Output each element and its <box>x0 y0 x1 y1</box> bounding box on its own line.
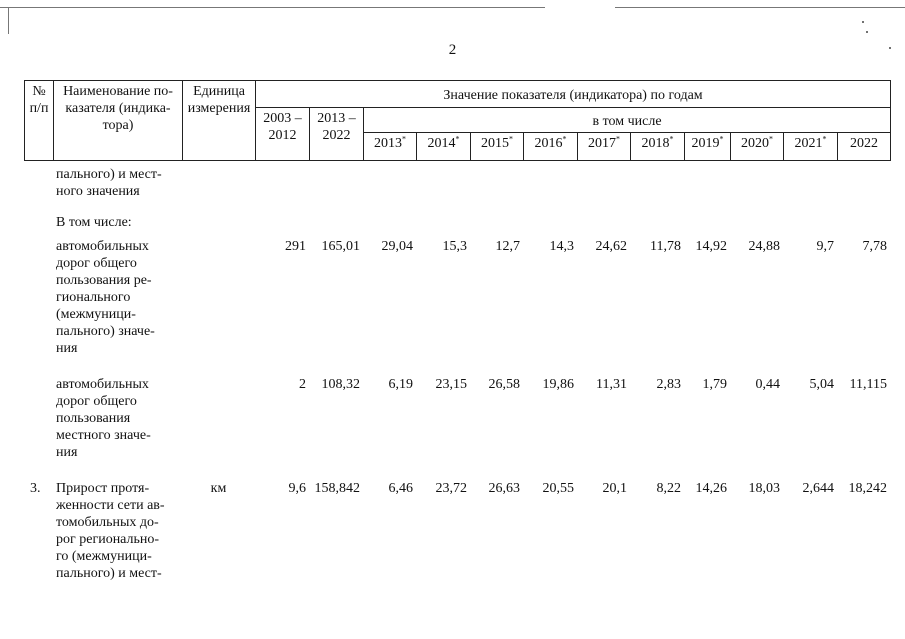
cell-value <box>255 166 309 206</box>
cell-value: 6,46 <box>388 481 413 496</box>
header-including: в том числе <box>364 108 891 133</box>
row-unit: км <box>210 481 227 496</box>
row-unit <box>182 238 255 376</box>
header-year: 2017* <box>578 133 631 161</box>
cell-value <box>630 166 684 206</box>
table-row <box>24 206 890 238</box>
indicator-table-header <box>24 80 891 161</box>
cell-value: 18,03 <box>748 481 780 496</box>
cell-value <box>837 206 890 238</box>
header-year: 2020* <box>731 133 784 161</box>
header-year: 2013* <box>364 133 417 161</box>
cell-value: 15,3 <box>442 239 467 254</box>
row-unit <box>182 166 255 206</box>
cell-value <box>416 166 470 206</box>
cell-value: 6,19 <box>388 377 413 392</box>
cell-value <box>255 206 309 238</box>
cell-value <box>577 166 630 206</box>
row-num <box>24 166 53 206</box>
header-period-2003-2012: 2003 – 2012 <box>256 108 310 161</box>
cell-value <box>837 166 890 206</box>
header-year: 2015* <box>471 133 524 161</box>
cell-value: 23,72 <box>435 481 467 496</box>
cell-value <box>523 166 577 206</box>
cell-value: 24,62 <box>595 239 627 254</box>
cell-value <box>684 166 730 206</box>
cell-value: 26,63 <box>488 481 520 496</box>
cell-value <box>363 206 416 238</box>
cell-value: 14,26 <box>695 481 727 496</box>
cell-value <box>684 206 730 238</box>
table-row <box>24 238 890 376</box>
row-num: 3. <box>30 481 41 496</box>
cell-value: 18,242 <box>848 481 887 496</box>
cell-value <box>309 166 363 206</box>
cell-value: 108,32 <box>321 377 360 392</box>
cell-value: 29,04 <box>381 239 413 254</box>
cell-value: 23,15 <box>435 377 467 392</box>
cell-value <box>577 206 630 238</box>
table-row <box>24 166 890 206</box>
cell-value: 11,31 <box>596 377 627 392</box>
cell-value: 5,04 <box>809 377 834 392</box>
row-name: пального) и мест- ного значения <box>56 167 162 199</box>
cell-value: 12,7 <box>495 239 520 254</box>
row-num <box>24 376 53 480</box>
cell-value: 11,115 <box>849 377 887 392</box>
row-unit <box>182 376 255 480</box>
cell-value <box>470 166 523 206</box>
cell-value: 9,7 <box>816 239 834 254</box>
row-name: автомобильных дорог общего пользования ре- гионального (межмуници- пального) значе- ния <box>56 239 155 356</box>
cell-value <box>783 206 837 238</box>
cell-value: 165,01 <box>321 239 360 254</box>
indicator-table-body <box>24 166 890 590</box>
cell-value: 2,83 <box>656 377 681 392</box>
row-name: автомобильных дорог общего пользования местного значе- ния <box>56 377 151 460</box>
header-period-2013-2022: 2013 – 2022 <box>310 108 364 161</box>
table-row <box>24 376 890 480</box>
cell-value <box>630 206 684 238</box>
cell-value <box>309 206 363 238</box>
scan-speck <box>866 31 868 33</box>
cell-value: 2 <box>299 377 306 392</box>
cell-value <box>363 166 416 206</box>
cell-value <box>416 206 470 238</box>
page-number: 2 <box>448 42 457 58</box>
cell-value <box>470 206 523 238</box>
cell-value <box>523 206 577 238</box>
row-name: В том числе: <box>56 215 132 230</box>
header-unit: Единица измерения <box>183 81 256 161</box>
row-name: Прирост протя- женности сети ав- томобильных до- рог регионально- го (межмуници- пального) и мест- <box>56 481 165 581</box>
cell-value: 291 <box>285 239 306 254</box>
cell-value: 11,78 <box>650 239 681 254</box>
cell-value <box>783 166 837 206</box>
scan-edge-left <box>8 7 9 34</box>
cell-value: 2,644 <box>802 481 834 496</box>
header-year: 2022 <box>838 133 891 161</box>
cell-value <box>730 206 783 238</box>
row-num <box>24 238 53 376</box>
row-unit <box>182 206 255 238</box>
header-year: 2014* <box>417 133 471 161</box>
header-year: 2021* <box>784 133 838 161</box>
header-values-group: Значение показателя (индикатора) по годам <box>256 81 891 108</box>
cell-value: 20,1 <box>602 481 627 496</box>
cell-value: 7,78 <box>862 239 887 254</box>
cell-value: 14,92 <box>695 239 727 254</box>
scan-speck <box>862 21 864 23</box>
header-year: 2019* <box>685 133 731 161</box>
cell-value: 158,842 <box>314 481 360 496</box>
cell-value: 26,58 <box>488 377 520 392</box>
cell-value: 9,6 <box>288 481 306 496</box>
cell-value: 1,79 <box>702 377 727 392</box>
cell-value <box>730 166 783 206</box>
cell-value: 8,22 <box>656 481 681 496</box>
scan-edge-gap <box>545 5 615 9</box>
cell-value: 14,3 <box>549 239 574 254</box>
row-num <box>24 206 53 238</box>
cell-value: 19,86 <box>542 377 574 392</box>
header-num: № п/п <box>25 81 54 161</box>
table-row <box>24 480 890 590</box>
cell-value: 20,55 <box>542 481 574 496</box>
header-year: 2016* <box>524 133 578 161</box>
scan-edge-top <box>0 7 905 8</box>
cell-value: 0,44 <box>755 377 780 392</box>
header-year: 2018* <box>631 133 685 161</box>
header-name: Наименование по- казателя (индика- тора) <box>54 81 183 161</box>
cell-value: 24,88 <box>748 239 780 254</box>
